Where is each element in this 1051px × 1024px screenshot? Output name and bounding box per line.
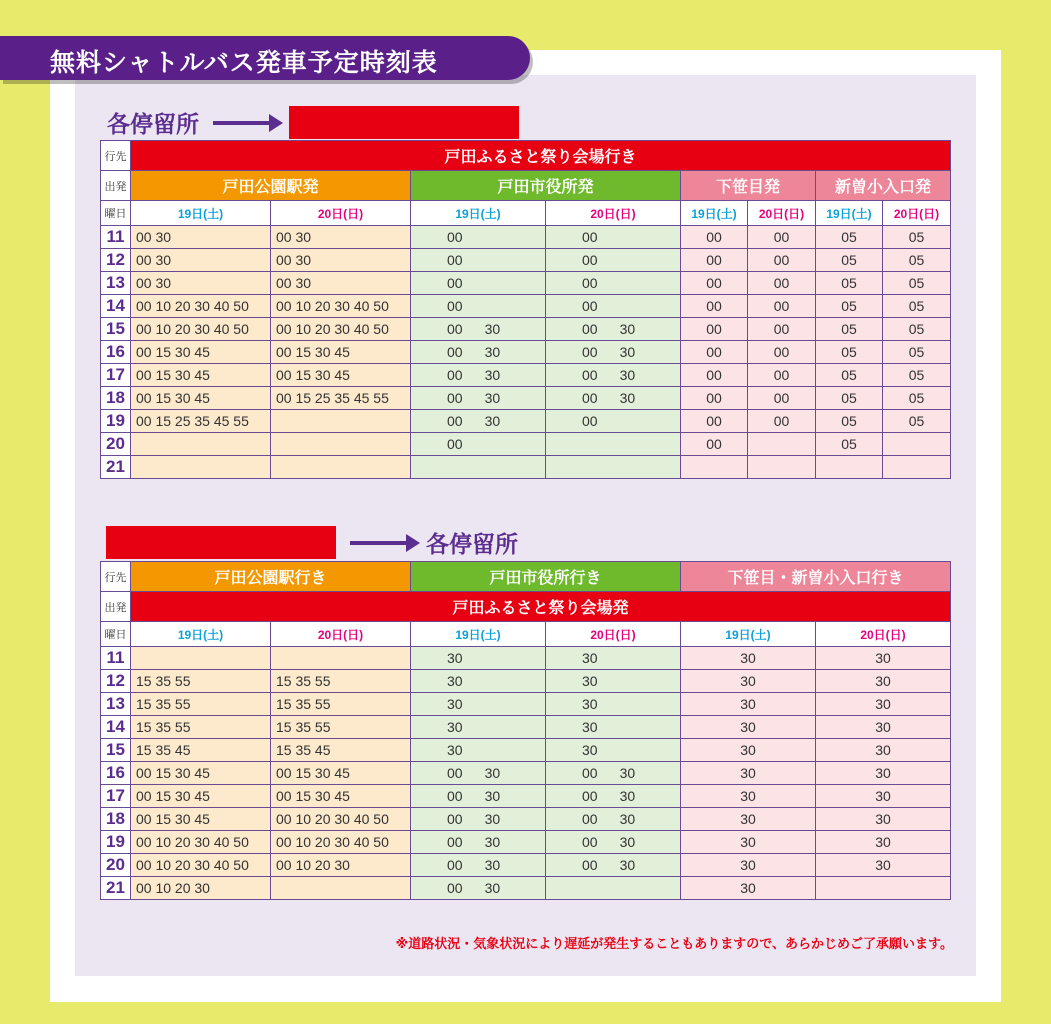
time-cell: 00 (748, 249, 816, 272)
time-cell: 30 (681, 739, 816, 762)
depart-venue: 戸田ふるさと祭り会場発 (131, 592, 951, 622)
table-row (101, 854, 951, 877)
time-cell: 00 (546, 249, 681, 272)
table-row (101, 831, 951, 854)
time-cell: 00 30 (546, 854, 681, 877)
page-title: 無料シャトルバス発車予定時刻表 (50, 48, 438, 77)
time-minute: 30 (484, 857, 501, 873)
time-cell: 00 30 (546, 808, 681, 831)
heading-to: 各停留所 (426, 532, 518, 558)
time-cell: 00 30 (546, 364, 681, 387)
time-cell: 00 (681, 249, 748, 272)
time-cell: 00 (748, 295, 816, 318)
time-cell (271, 410, 411, 433)
time-cell: 00 (748, 318, 816, 341)
time-cell: 00 30 (546, 831, 681, 854)
time-cell: 15 35 55 (131, 670, 271, 693)
time-cell: 00 (748, 410, 816, 433)
table-row (101, 739, 951, 762)
time-cell (271, 433, 411, 456)
time-cell: 30 (816, 831, 951, 854)
time-cell: 30 (411, 716, 546, 739)
time-cell (546, 433, 681, 456)
time-cell: 00 (681, 272, 748, 295)
hour-label: 17 (101, 785, 131, 808)
day-sat: 19日(土) (681, 201, 748, 226)
time-cell: 00 30 (411, 364, 546, 387)
footnote: ※道路状況・気象状況により遅延が発生することもありますので、あらかじめご了承願います。 (395, 937, 953, 952)
time-cell (883, 456, 951, 479)
time-cell: 05 (816, 226, 883, 249)
arrow-right-icon (350, 541, 416, 545)
time-cell: 30 (816, 716, 951, 739)
day-sat: 19日(土) (816, 201, 883, 226)
day-sun: 20日(日) (816, 622, 951, 647)
time-cell: 00 30 (411, 877, 546, 900)
time-cell: 00 15 30 45 (131, 387, 271, 410)
day-sat: 19日(土) (131, 622, 271, 647)
time-minute: 30 (619, 390, 636, 406)
time-cell: 00 30 (271, 249, 411, 272)
day-sun: 20日(日) (883, 201, 951, 226)
hour-label: 19 (101, 410, 131, 433)
time-cell: 15 35 45 (131, 739, 271, 762)
time-minute: 30 (619, 321, 636, 337)
time-minute: 30 (484, 344, 501, 360)
day-sat: 19日(土) (131, 201, 271, 226)
time-cell: 05 (816, 364, 883, 387)
hour-label: 21 (101, 877, 131, 900)
time-cell: 00 15 30 45 (271, 364, 411, 387)
table-row (101, 295, 951, 318)
time-cell: 00 30 (411, 410, 546, 433)
hour-label: 18 (101, 808, 131, 831)
table-row (101, 693, 951, 716)
time-cell: 00 10 20 30 40 50 (271, 808, 411, 831)
time-cell: 00 (681, 410, 748, 433)
time-cell: 30 (816, 647, 951, 670)
time-cell: 05 (816, 318, 883, 341)
time-cell: 30 (546, 739, 681, 762)
time-minute: 30 (619, 367, 636, 383)
hour-label: 12 (101, 249, 131, 272)
day-sat: 19日(土) (681, 622, 816, 647)
timetable-to-venue (100, 140, 951, 479)
time-cell: 05 (816, 341, 883, 364)
time-cell: 00 (748, 272, 816, 295)
time-cell: 30 (816, 762, 951, 785)
hour-label: 19 (101, 831, 131, 854)
time-cell: 00 (681, 295, 748, 318)
time-minute: 30 (484, 413, 501, 429)
table-row (101, 318, 951, 341)
dest-venue: 戸田ふるさと祭り会場行き (131, 141, 951, 171)
day-sun: 20日(日) (271, 201, 411, 226)
table-row (101, 647, 951, 670)
time-cell (131, 433, 271, 456)
time-cell: 30 (681, 716, 816, 739)
table-row (101, 762, 951, 785)
table-row (101, 249, 951, 272)
time-cell: 15 35 45 (271, 739, 411, 762)
time-cell: 00 (748, 387, 816, 410)
time-cell (271, 877, 411, 900)
table-row (101, 670, 951, 693)
dest-shiyakusho: 戸田市役所行き (411, 562, 681, 592)
time-minute: 30 (484, 321, 501, 337)
time-cell (816, 877, 951, 900)
hour-label: 13 (101, 272, 131, 295)
time-cell: 30 (411, 739, 546, 762)
time-cell: 00 (681, 387, 748, 410)
arrow-right-icon (213, 121, 279, 125)
time-minute: 30 (484, 788, 501, 804)
time-cell: 30 (681, 693, 816, 716)
time-cell: 00 30 (411, 808, 546, 831)
time-cell: 05 (816, 410, 883, 433)
time-cell: 00 (546, 295, 681, 318)
time-cell: 05 (883, 249, 951, 272)
time-cell (131, 456, 271, 479)
time-cell: 30 (681, 785, 816, 808)
time-cell: 00 10 20 30 40 50 (131, 854, 271, 877)
time-cell: 05 (883, 364, 951, 387)
time-cell: 00 (681, 341, 748, 364)
time-cell: 00 30 (271, 226, 411, 249)
time-cell: 05 (883, 410, 951, 433)
time-cell: 30 (681, 831, 816, 854)
hour-label: 12 (101, 670, 131, 693)
table-row (101, 456, 951, 479)
time-cell: 05 (883, 341, 951, 364)
time-cell: 30 (816, 739, 951, 762)
time-cell: 30 (546, 647, 681, 670)
time-cell: 00 10 20 30 40 50 (271, 318, 411, 341)
time-cell: 00 (411, 433, 546, 456)
time-minute: 30 (484, 765, 501, 781)
table-row (101, 341, 951, 364)
time-cell: 00 (546, 410, 681, 433)
time-cell: 00 10 20 30 (131, 877, 271, 900)
time-cell: 00 30 (131, 272, 271, 295)
day-sat: 19日(土) (411, 622, 546, 647)
stop-shiyakusho: 戸田市役所発 (411, 171, 681, 201)
time-cell: 30 (816, 670, 951, 693)
time-cell: 30 (546, 693, 681, 716)
time-cell: 00 15 25 35 45 55 (131, 410, 271, 433)
table-row (101, 364, 951, 387)
time-cell: 00 15 25 35 45 55 (271, 387, 411, 410)
day-label: 曜日 (101, 622, 131, 647)
time-cell: 30 (411, 693, 546, 716)
time-cell (816, 456, 883, 479)
time-cell: 05 (883, 295, 951, 318)
time-cell: 15 35 55 (131, 693, 271, 716)
hour-label: 11 (101, 647, 131, 670)
hour-label: 18 (101, 387, 131, 410)
day-sun: 20日(日) (748, 201, 816, 226)
section-heading-from-venue (106, 526, 518, 559)
time-cell (681, 456, 748, 479)
time-cell: 00 (411, 272, 546, 295)
time-cell (546, 456, 681, 479)
time-minute: 30 (619, 344, 636, 360)
time-cell: 00 30 (411, 785, 546, 808)
dest-shimosasame-nizo: 下笹目・新曽小入口行き (681, 562, 951, 592)
depart-label: 出発 (101, 592, 131, 622)
time-cell: 30 (411, 647, 546, 670)
time-cell: 00 (748, 341, 816, 364)
time-cell: 30 (546, 716, 681, 739)
dest-label: 行先 (101, 141, 131, 171)
table-row (101, 226, 951, 249)
day-sun: 20日(日) (271, 622, 411, 647)
time-cell (748, 456, 816, 479)
time-cell: 30 (816, 808, 951, 831)
heading-from: 各停留所 (107, 112, 199, 138)
time-cell: 05 (816, 249, 883, 272)
heading-to: 戸田ふるさと祭り会場 (289, 106, 519, 139)
table-row (101, 410, 951, 433)
time-cell: 00 15 30 45 (271, 762, 411, 785)
hour-label: 13 (101, 693, 131, 716)
time-cell: 00 30 (411, 341, 546, 364)
time-cell: 00 10 20 30 40 50 (131, 295, 271, 318)
time-cell: 00 30 (411, 854, 546, 877)
hour-label: 16 (101, 762, 131, 785)
time-cell: 30 (681, 762, 816, 785)
time-cell: 05 (883, 226, 951, 249)
day-sun: 20日(日) (546, 622, 681, 647)
time-cell: 00 10 20 30 40 50 (271, 295, 411, 318)
time-cell: 00 15 30 45 (131, 341, 271, 364)
time-cell: 00 (681, 433, 748, 456)
time-cell: 00 (681, 318, 748, 341)
time-cell: 05 (883, 387, 951, 410)
time-cell: 30 (816, 785, 951, 808)
time-minute: 30 (619, 811, 636, 827)
time-minute: 30 (619, 834, 636, 850)
time-cell (546, 877, 681, 900)
time-cell: 00 15 30 45 (271, 785, 411, 808)
stop-shimosasame: 下笹目発 (681, 171, 816, 201)
day-sun: 20日(日) (546, 201, 681, 226)
table-row (101, 433, 951, 456)
timetable-from-venue (100, 561, 951, 900)
time-cell: 00 30 (546, 318, 681, 341)
time-cell: 05 (883, 318, 951, 341)
time-cell (883, 433, 951, 456)
time-cell: 00 30 (411, 387, 546, 410)
stop-todakoen: 戸田公園駅発 (131, 171, 411, 201)
time-cell: 30 (546, 670, 681, 693)
time-minute: 30 (484, 367, 501, 383)
time-cell: 00 30 (131, 226, 271, 249)
time-cell: 00 (411, 249, 546, 272)
time-cell: 30 (681, 877, 816, 900)
hour-label: 14 (101, 716, 131, 739)
time-cell: 30 (816, 854, 951, 877)
time-cell: 30 (681, 808, 816, 831)
time-cell: 00 30 (411, 318, 546, 341)
time-cell: 00 30 (411, 762, 546, 785)
table-row (101, 272, 951, 295)
hour-label: 20 (101, 854, 131, 877)
hour-label: 14 (101, 295, 131, 318)
time-cell: 05 (816, 433, 883, 456)
time-cell (271, 647, 411, 670)
table-row (101, 716, 951, 739)
time-cell: 00 (546, 226, 681, 249)
hour-label: 11 (101, 226, 131, 249)
time-cell: 30 (681, 670, 816, 693)
hour-label: 21 (101, 456, 131, 479)
heading-from: 戸田ふるさと祭り会場 (106, 526, 336, 559)
time-cell: 05 (816, 272, 883, 295)
time-cell: 30 (681, 647, 816, 670)
time-cell: 30 (681, 854, 816, 877)
table-row (101, 387, 951, 410)
dest-label: 行先 (101, 562, 131, 592)
time-cell: 15 35 55 (271, 693, 411, 716)
hour-label: 15 (101, 739, 131, 762)
time-cell: 00 10 20 30 40 50 (131, 831, 271, 854)
day-label: 曜日 (101, 201, 131, 226)
time-cell: 00 10 20 30 (271, 854, 411, 877)
time-cell: 30 (411, 670, 546, 693)
time-cell (748, 433, 816, 456)
time-minute: 30 (619, 765, 636, 781)
time-minute: 30 (484, 390, 501, 406)
time-cell: 00 (546, 272, 681, 295)
time-cell: 00 (681, 364, 748, 387)
time-cell: 00 30 (546, 387, 681, 410)
time-cell: 00 10 20 30 40 50 (131, 318, 271, 341)
time-cell: 00 30 (271, 272, 411, 295)
time-cell: 05 (816, 295, 883, 318)
table-row (101, 877, 951, 900)
time-cell: 00 30 (411, 831, 546, 854)
time-cell: 15 35 55 (271, 716, 411, 739)
time-cell: 00 15 30 45 (131, 364, 271, 387)
time-cell: 00 (748, 364, 816, 387)
time-cell: 00 15 30 45 (131, 785, 271, 808)
time-cell: 00 (411, 295, 546, 318)
stop-nizoshoiriguchi: 新曽小入口発 (816, 171, 951, 201)
time-cell (411, 456, 546, 479)
hour-label: 16 (101, 341, 131, 364)
time-cell: 05 (883, 272, 951, 295)
time-cell: 15 35 55 (131, 716, 271, 739)
time-cell: 00 10 20 30 40 50 (271, 831, 411, 854)
time-cell: 15 35 55 (271, 670, 411, 693)
time-cell: 00 (411, 226, 546, 249)
time-cell: 00 30 (546, 785, 681, 808)
time-cell: 00 30 (546, 341, 681, 364)
time-minute: 30 (484, 880, 501, 896)
time-cell (131, 647, 271, 670)
time-minute: 30 (484, 834, 501, 850)
table-row (101, 785, 951, 808)
time-cell: 00 15 30 45 (131, 762, 271, 785)
time-cell: 00 (748, 226, 816, 249)
time-minute: 30 (619, 857, 636, 873)
time-cell: 00 15 30 45 (271, 341, 411, 364)
hour-label: 20 (101, 433, 131, 456)
time-cell: 00 15 30 45 (131, 808, 271, 831)
time-minute: 30 (484, 811, 501, 827)
time-cell: 05 (816, 387, 883, 410)
day-sat: 19日(土) (411, 201, 546, 226)
time-cell (271, 456, 411, 479)
time-minute: 30 (619, 788, 636, 804)
hour-label: 15 (101, 318, 131, 341)
title-banner (0, 36, 530, 80)
depart-label: 出発 (101, 171, 131, 201)
time-cell: 00 30 (131, 249, 271, 272)
time-cell: 00 (681, 226, 748, 249)
time-cell: 30 (816, 693, 951, 716)
time-cell: 00 30 (546, 762, 681, 785)
dest-todakoen: 戸田公園駅行き (131, 562, 411, 592)
table-row (101, 808, 951, 831)
hour-label: 17 (101, 364, 131, 387)
section-heading-to-venue (107, 106, 519, 139)
